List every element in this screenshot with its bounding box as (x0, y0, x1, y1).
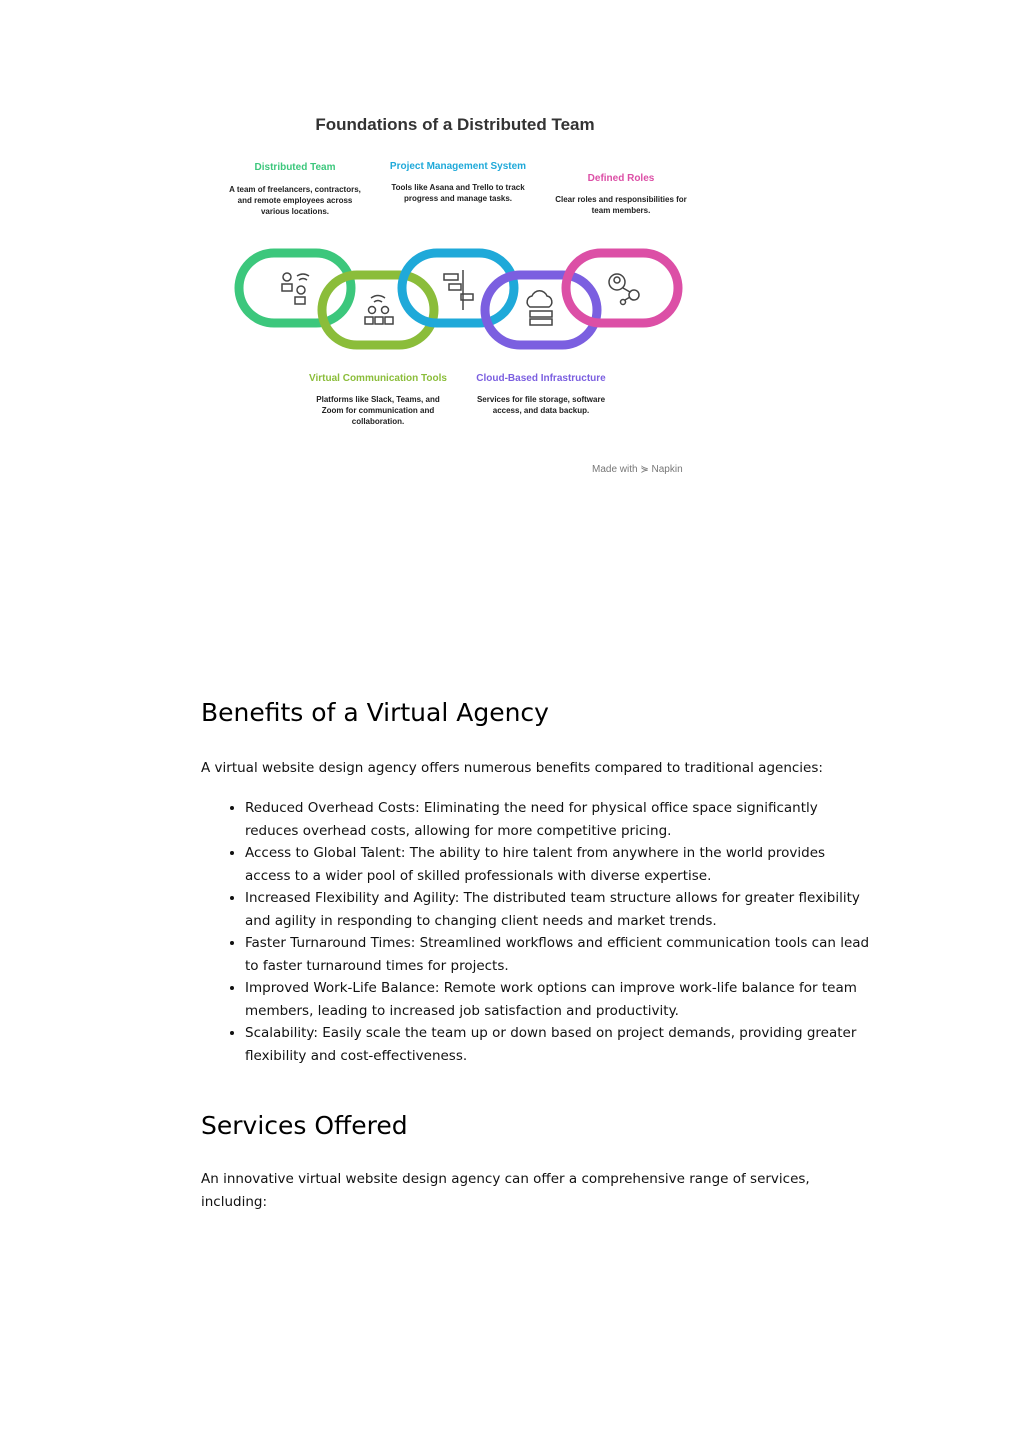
benefits-intro: A virtual website design agency offers numerous benefits compared to traditional agencies: (201, 760, 823, 776)
remote-workers-icon (282, 273, 309, 304)
item-title: Defined Roles (587, 173, 655, 184)
list-item: • Improved Work-Life Balance: Remote work options can improve work-life balance for team members, leading to increased job satisfaction and productivity. (245, 977, 870, 1022)
benefits-list (201, 797, 870, 1067)
benefits-heading: Benefits of a Virtual Agency (201, 698, 549, 727)
cloud-server-icon (527, 291, 552, 325)
label-cloud-infrastructure (471, 373, 611, 416)
item-title: Project Management System (389, 161, 527, 172)
napkin-watermark: Made with ⋟ Napkin (592, 464, 683, 475)
item-desc: Tools like Asana and Trello to track progress and manage tasks. (391, 183, 525, 203)
label-distributed-team (225, 162, 365, 217)
services-intro: An innovative virtual website design agency can offer a comprehensive range of services, including: (201, 1171, 810, 1210)
item-desc: Clear roles and responsibilities for team members. (555, 195, 687, 215)
item-desc: Services for file storage, software access, and data backup. (476, 395, 606, 415)
item-title: Virtual Communication Tools (309, 373, 447, 384)
item-title: Distributed Team (254, 162, 336, 173)
list-item: • Increased Flexibility and Agility: The distributed team structure allows for greater flexibility and agility in responding to changing client needs and market trends. (245, 887, 870, 932)
diagram-title: Foundations of a Distributed Team (315, 115, 595, 134)
list-item: • Faster Turnaround Times: Streamlined workflows and efficient communication tools can lead to faster turnaround times for projects. (245, 932, 870, 977)
services-heading: Services Offered (201, 1111, 408, 1140)
user-role-icon (609, 274, 639, 305)
team-communication-icon (365, 296, 393, 325)
list-item: • Reduced Overhead Costs: Eliminating the need for physical office space significantly reduces overhead costs, allowing for more competitive pricing. (245, 797, 870, 842)
chain-diagram (225, 240, 695, 355)
label-virtual-communication (308, 373, 448, 427)
item-title: Cloud-Based Infrastructure (476, 373, 606, 384)
item-desc: A team of freelancers, contractors, and remote employees across various locations. (229, 185, 361, 216)
list-item: • Scalability: Easily scale the team up or down based on project demands, providing greater flexibility and cost-effectiveness. (245, 1022, 870, 1067)
label-defined-roles (551, 173, 691, 216)
item-desc: Platforms like Slack, Teams, and Zoom for communication and collaboration. (316, 395, 440, 426)
label-project-management (388, 161, 528, 204)
list-item: • Access to Global Talent: The ability to hire talent from anywhere in the world provides access to a wider pool of skilled professionals with diverse expertise. (245, 842, 870, 887)
gantt-chart-icon (444, 270, 473, 310)
